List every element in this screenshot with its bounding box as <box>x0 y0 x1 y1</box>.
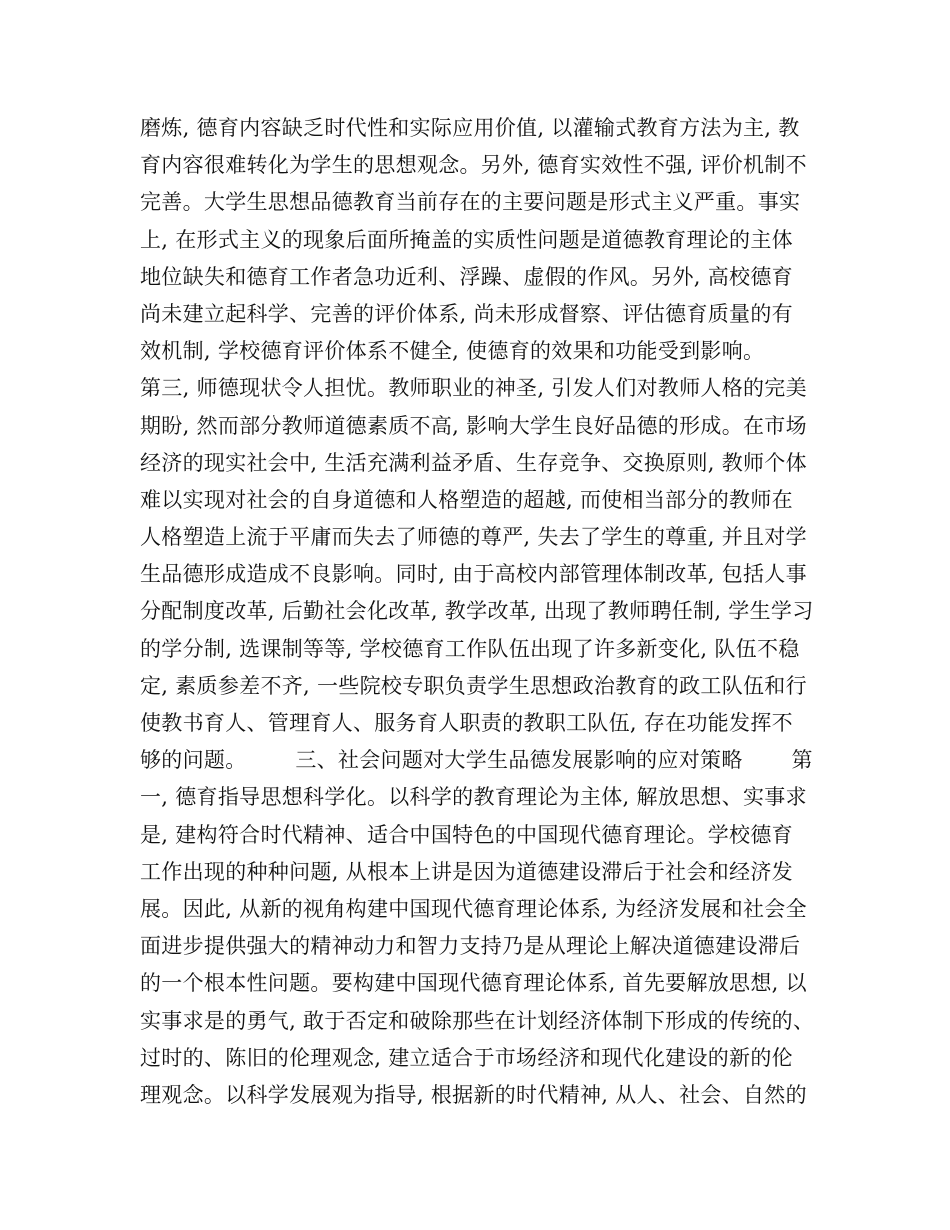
text-line: 人格塑造上流于平庸而失去了师德的尊严, 失去了学生的尊重, 并且对学 <box>140 525 807 550</box>
text-line: 过时的、陈旧的伦理观念, 建立适合于市场经济和现代化建设的新的伦 <box>140 1045 793 1070</box>
text-line: 的一个根本性问题。要构建中国现代德育理论体系, 首先要解放思想, 以 <box>140 971 807 996</box>
text-line: 完善。大学生思想品德教育当前存在的主要问题是形式主义严重。事实 <box>140 190 801 215</box>
text-line: 第三, 师德现状令人担忧。教师职业的神圣, 引发人们对教师人格的完美 <box>140 376 807 401</box>
text-line: 一, 德育指导思想科学化。以科学的教育理论为主体, 解放思想、实事求 <box>140 785 807 810</box>
text-line: 分配制度改革, 后勤社会化改革, 教学改革, 出现了教师聘任制, 学生学习 <box>140 599 814 624</box>
text-line: 的学分制, 选课制等等, 学校德育工作队伍出现了许多新变化, 队伍不稳 <box>140 636 800 661</box>
text-line: 定, 素质参差不齐, 一些院校专职负责学生思想政治教育的政工队伍和行 <box>140 673 807 698</box>
text-line: 够的问题。 三、社会问题对大学生品德发展影响的应对策略 第 <box>140 748 813 773</box>
text-line: 磨炼, 德育内容缺乏时代性和实际应用价值, 以灌输式教育方法为主, 教 <box>140 116 800 140</box>
text-line: 理观念。以科学发展观为指导, 根据新的时代精神, 从人、社会、自然的 <box>140 1082 807 1107</box>
text-line: 是, 建构符合时代精神、适合中国特色的中国现代德育理论。学校德育 <box>140 822 793 847</box>
text-line: 生品德形成造成不良影响。同时, 由于高校内部管理体制改革, 包括人事 <box>140 562 807 587</box>
text-line: 工作出现的种种问题, 从根本上讲是因为道德建设滞后于社会和经济发 <box>140 859 793 884</box>
text-line: 上, 在形式主义的现象后面所掩盖的实质性问题是道德教育理论的主体 <box>140 227 793 252</box>
text-line: 育内容很难转化为学生的思想观念。另外, 德育实效性不强, 评价机制不 <box>140 153 807 178</box>
text-line: 难以实现对社会的自身道德和人格塑造的超越, 而使相当部分的教师在 <box>140 487 793 512</box>
text-line: 展。因此, 从新的视角构建中国现代德育理论体系, 为经济发展和社会全 <box>140 896 807 921</box>
text-line: 实事求是的勇气, 敢于否定和破除那些在计划经济体制下形成的传统的、 <box>140 1008 815 1033</box>
text-line: 效机制, 学校德育评价体系不健全, 使德育的效果和功能受到影响。 <box>140 339 765 364</box>
text-line: 面进步提供强大的精神动力和智力支持乃是从理论上解决道德建设滞后 <box>140 934 801 959</box>
text-line: 使教书育人、管理育人、服务育人职责的教职工队伍, 存在功能发挥不 <box>140 711 793 735</box>
text-line: 经济的现实社会中, 生活充满利益矛盾、生存竞争、交换原则, 教师个体 <box>140 450 807 475</box>
text-line: 期盼, 然而部分教师道德素质不高, 影响大学生良好品德的形成。在市场 <box>140 413 807 438</box>
body-text <box>140 110 820 1114</box>
text-line: 地位缺失和德育工作者急功近利、浮躁、虚假的作风。另外, 高校德育 <box>140 264 793 289</box>
text-line: 尚未建立起科学、完善的评价体系, 尚未形成督察、评估德育质量的有 <box>140 301 793 326</box>
